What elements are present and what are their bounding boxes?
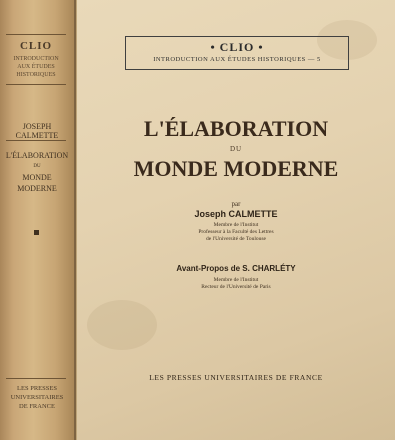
book-spine	[0, 0, 76, 440]
spine-rule-bottom	[6, 378, 66, 379]
spine-title	[4, 150, 70, 194]
spine-rule-author	[6, 140, 66, 141]
publisher-name: LES PRESSES UNIVERSITAIRES DE FRANCE	[149, 373, 323, 382]
spine-title-line-2: MONDE MODERNE	[17, 173, 57, 193]
title-line-1: L'ÉLABORATION	[143, 116, 329, 141]
series-subtitle: INTRODUCTION AUX ÉTUDES HISTORIQUES — 5	[153, 56, 321, 63]
spine-author: JOSEPH CALMETTE	[15, 122, 59, 140]
series-name: • CLIO •	[210, 40, 264, 54]
spine-series: CLIO	[19, 40, 53, 52]
spine-series-subtitle	[6, 55, 66, 79]
author-name: Joseph CALMETTE	[194, 209, 278, 219]
author-credential-3: de l'Université de Toulouse	[206, 236, 266, 242]
spine-publisher-2: UNIVERSITAIRES	[10, 394, 64, 401]
cover-stain	[87, 300, 157, 350]
author-credential-2: Professeur à la Faculté des Lettres	[198, 229, 274, 235]
spine-series-sub-1: INTRODUCTION	[13, 56, 59, 62]
spine-title-line-1: L'ÉLABORATION	[5, 151, 69, 160]
spine-publisher-1: LES PRESSES	[17, 385, 57, 392]
spine-rule-top	[6, 34, 66, 35]
spine-title-du: DU	[33, 164, 41, 169]
title-du: DU	[229, 145, 243, 153]
series-box	[125, 36, 349, 70]
spine-publisher-3: DE FRANCE	[19, 403, 55, 410]
book-front-cover	[76, 0, 395, 440]
title-line-2: MONDE MODERNE	[133, 156, 339, 181]
foreword-credit: Avant-Propos de S. CHARLÉTY	[176, 264, 296, 273]
by-label: par	[231, 200, 241, 208]
spine-series-sub-3: HISTORIQUES	[16, 72, 56, 78]
author-credential-1: Membre de l'Institut	[213, 222, 259, 228]
spine-series-sub-2: AUX ÉTUDES	[17, 64, 55, 70]
foreword-credential-1: Membre de l'Institut	[213, 277, 259, 283]
foreword-credential-2: Recteur de l'Université de Paris	[201, 284, 271, 290]
spine-ornament	[34, 230, 39, 235]
spine-publisher	[4, 384, 70, 411]
spine-rule-mid	[6, 84, 66, 85]
